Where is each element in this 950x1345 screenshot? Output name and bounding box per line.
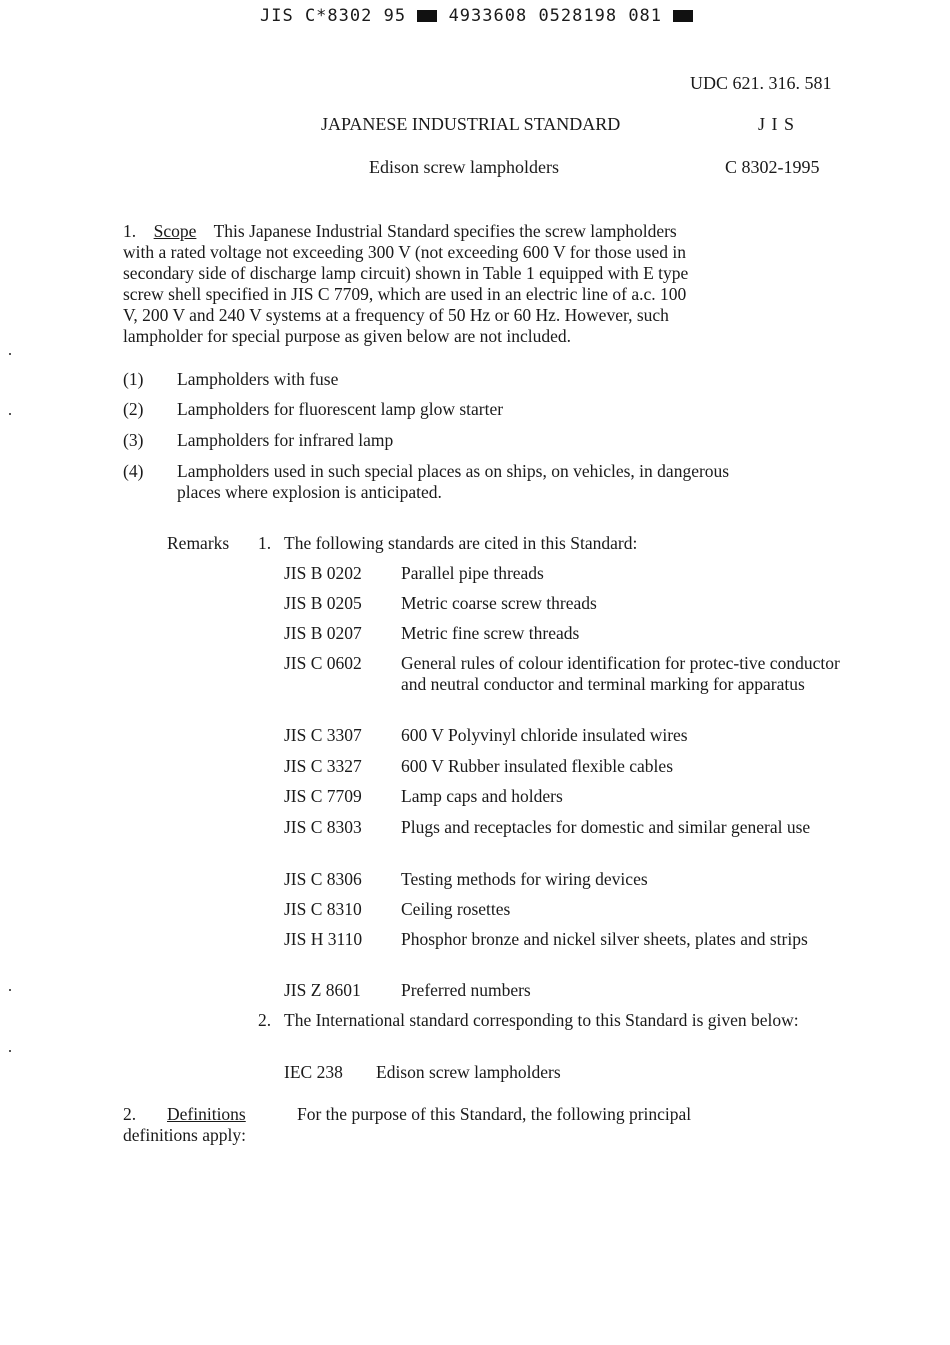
scan-speck	[9, 413, 11, 415]
exclusion-text: Lampholders used in such special places as on ships, on vehicles, in dangerous places where explosion is anticipated.	[177, 461, 730, 502]
iec-code: IEC 238	[284, 1062, 343, 1082]
standard-title: 600 V Rubber insulated flexible cables	[401, 756, 674, 776]
scan-header-numbers: 4933608 0528198 081	[448, 6, 663, 26]
exclusion-number: (4)	[123, 461, 144, 481]
standard-title: Plugs and receptacles for domestic and similar general use	[401, 817, 811, 837]
scope-line: This Japanese Industrial Standard specifies the screw lampholders	[213, 221, 677, 241]
standard-code: JIS C 3307	[284, 725, 362, 745]
standard-title: Phosphor bronze and nickel silver sheets, plates and strips	[401, 929, 808, 949]
scope-number: 1.	[123, 221, 137, 241]
exclusion-text: Lampholders for fluorescent lamp glow starter	[177, 399, 504, 419]
scope-line: lampholder for special purpose as given below are not included.	[123, 326, 572, 346]
udc-number: UDC 621. 316. 581	[690, 73, 832, 93]
scope-paragraph	[123, 221, 843, 347]
scan-header-prefix: JIS C*8302 95	[260, 6, 407, 26]
remarks-label: Remarks	[167, 533, 230, 553]
iec-title: Edison screw lampholders	[376, 1062, 561, 1082]
scope-heading: Scope	[153, 221, 197, 241]
scope-line: screw shell specified in JIS C 7709, which are used in an electric line of a.c. 100	[123, 284, 687, 304]
remark-number: 1.	[258, 533, 272, 553]
scan-header	[260, 6, 693, 26]
standard-title: General rules of colour identification for protec-tive conductor and neutral conductor and terminal marking for apparatus	[401, 653, 840, 694]
standard-code: JIS C 0602	[284, 653, 362, 673]
scan-speck	[9, 1050, 11, 1052]
standard-code: JIS C 8310	[284, 899, 362, 919]
standard-title: Parallel pipe threads	[401, 563, 544, 583]
standard-code: JIS C 3327	[284, 756, 362, 776]
scan-speck	[9, 989, 11, 991]
standard-code: JIS B 0207	[284, 623, 362, 643]
scope-line: secondary side of discharge lamp circuit) shown in Table 1 equipped with E type	[123, 263, 689, 283]
standard-title: Ceiling rosettes	[401, 899, 511, 919]
exclusion-number: (1)	[123, 369, 144, 389]
scope-line: V, 200 V and 240 V systems at a frequency of 50 Hz or 60 Hz. However, such	[123, 305, 669, 325]
document-number: C 8302-1995	[725, 157, 820, 177]
standard-title: 600 V Polyvinyl chloride insulated wires	[401, 725, 688, 745]
standard-title: Testing methods for wiring devices	[401, 869, 648, 889]
standard-code: JIS C 8306	[284, 869, 362, 889]
standard-title: Metric coarse screw threads	[401, 593, 597, 613]
standard-title: Preferred numbers	[401, 980, 531, 1000]
scan-block-mark	[417, 10, 437, 22]
standard-code: JIS C 8303	[284, 817, 362, 837]
standard-code: JIS C 7709	[284, 786, 362, 806]
exclusion-number: (3)	[123, 430, 144, 450]
standard-title: Lamp caps and holders	[401, 786, 563, 806]
remark-text: The International standard corresponding to this Standard is given below:	[284, 1010, 799, 1030]
remark-number: 2.	[258, 1010, 272, 1030]
definitions-text: For the purpose of this Standard, the following principal	[297, 1104, 692, 1124]
exclusion-number: (2)	[123, 399, 144, 419]
scan-speck	[9, 353, 11, 355]
document-title: Edison screw lampholders	[369, 157, 559, 177]
organization-title: JAPANESE INDUSTRIAL STANDARD	[321, 114, 621, 134]
scope-line: with a rated voltage not exceeding 300 V (not exceeding 600 V for those used in	[123, 242, 686, 262]
exclusion-text: Lampholders for infrared lamp	[177, 430, 394, 450]
standard-code: JIS B 0202	[284, 563, 362, 583]
definitions-number: 2.	[123, 1104, 137, 1124]
scan-block-mark	[673, 10, 693, 22]
standard-title: Metric fine screw threads	[401, 623, 580, 643]
exclusion-text: Lampholders with fuse	[177, 369, 339, 389]
definitions-heading: Definitions	[167, 1104, 246, 1124]
standard-code: JIS B 0205	[284, 593, 362, 613]
standard-code: JIS Z 8601	[284, 980, 361, 1000]
remark-text: The following standards are cited in this Standard:	[284, 533, 638, 553]
definitions-text: definitions apply:	[123, 1125, 246, 1145]
standard-code: JIS H 3110	[284, 929, 363, 949]
jis-mark: J I S	[758, 114, 796, 134]
